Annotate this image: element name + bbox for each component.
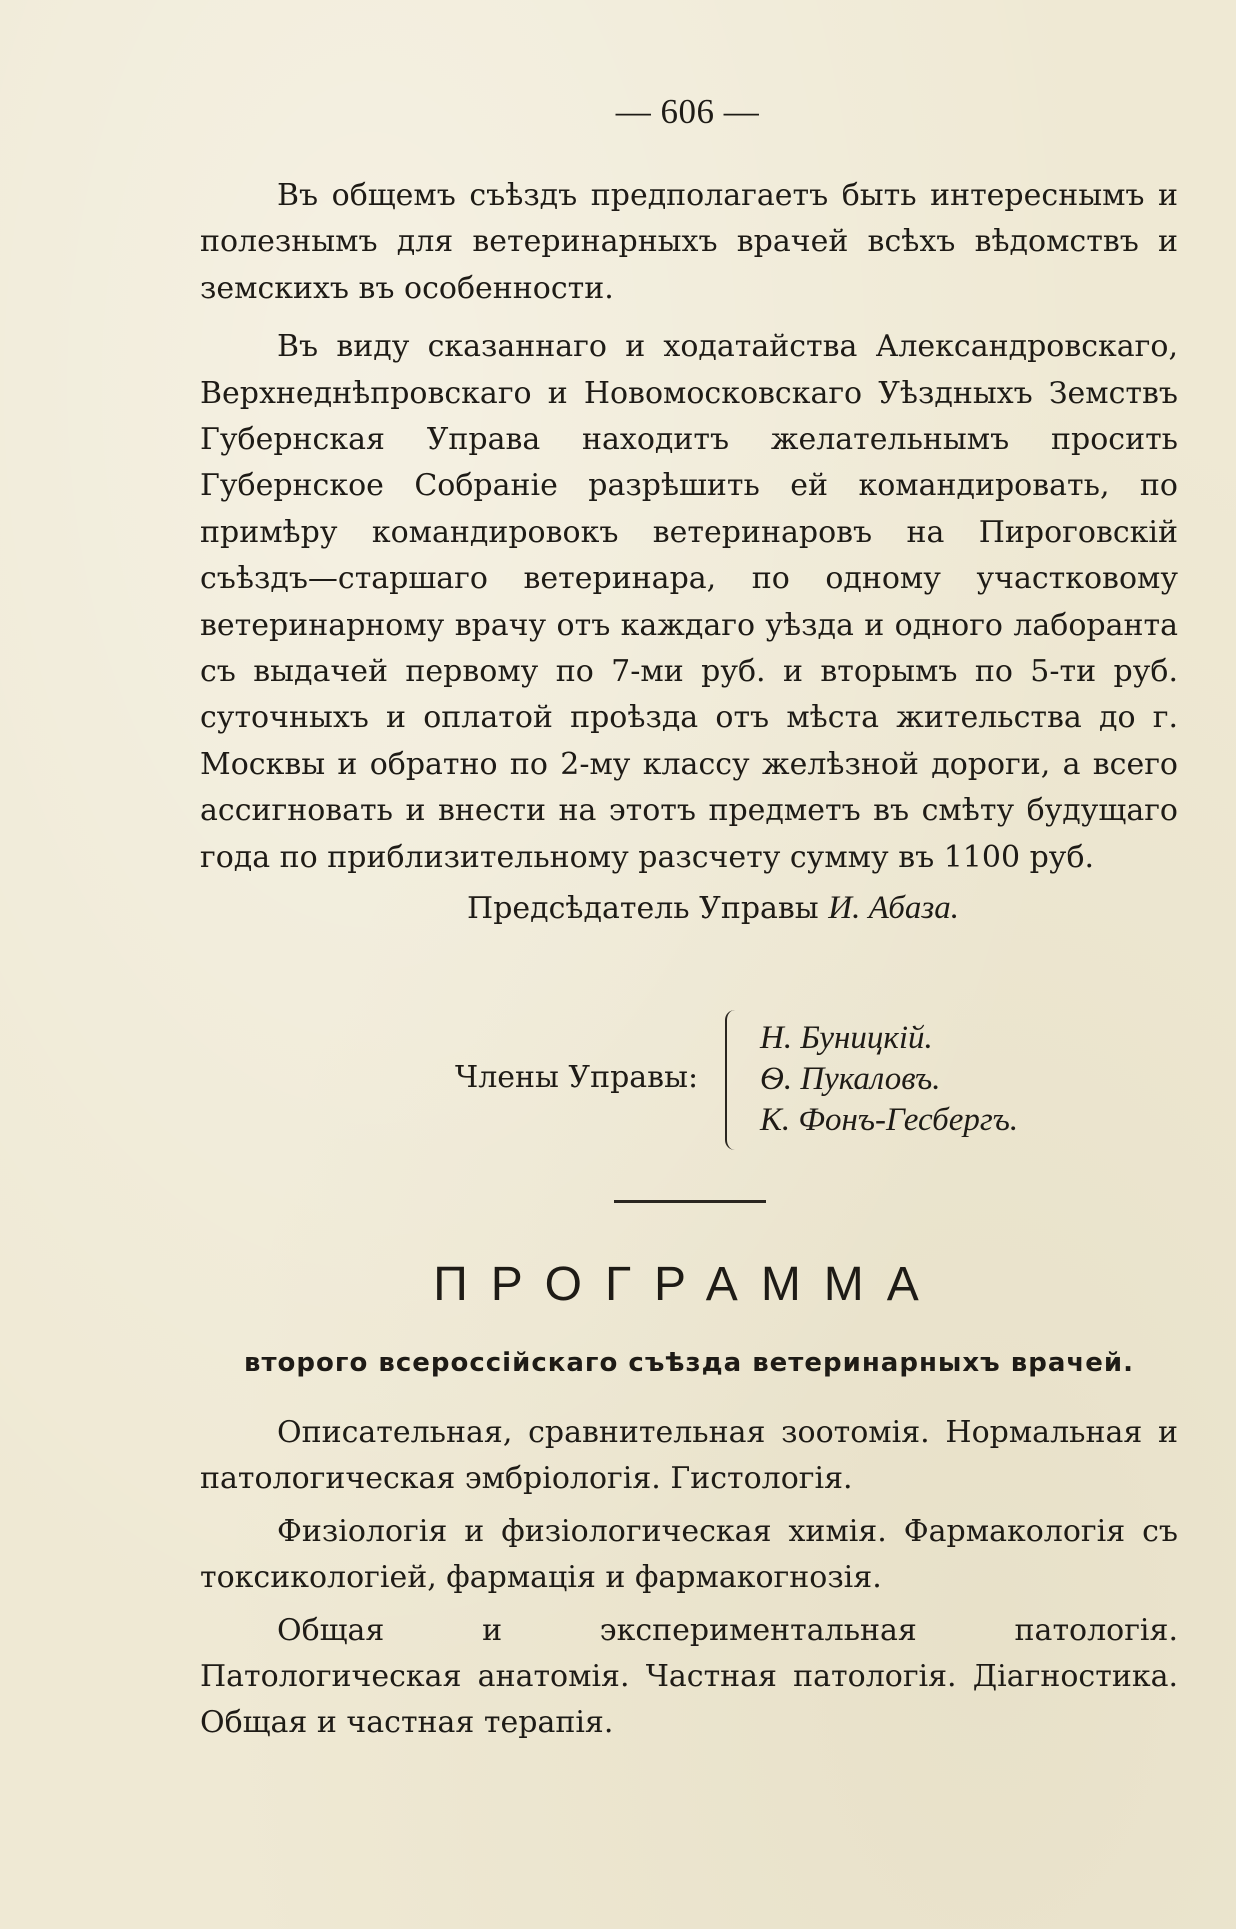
paragraph: Физіологія и физіологическая химія. Фармакологія съ токсикологіей, фармація и фармакогнозія. [200,1513,1178,1596]
section-title: ПРОГРАММА [433,1258,942,1311]
section-subtitle: второго всероссійскаго съѣзда ветеринарныхъ врачей. [244,1348,1134,1378]
paragraph: Общая и экспериментальная патологія. Патологическая анатомія. Частная патологія. Діагностика. Общая и частная терапія. [200,1612,1178,1741]
member-name: Ѳ. Пукаловъ. [760,1061,941,1097]
signature-name: И. Абаза. [828,890,959,926]
paragraph: Въ общемъ съѣздъ предполагаетъ быть интереснымъ и полезнымъ для ветеринарныхъ врачей всѣхъ вѣдомствъ и земскихъ въ особенности. [200,178,1178,306]
member-name: К. Фонъ-Гесбергъ. [760,1102,1019,1138]
paragraph: Описательная, сравнительная зоотомія. Нормальная и патологическая эмбріологія. Гистологія. [200,1415,1178,1497]
member-name: Н. Буницкій. [760,1020,933,1056]
paragraph: Въ виду сказаннаго и ходатайства Александровскаго, Верхнеднѣпровскаго и Новомосковскаго Уѣздныхъ Земствъ Губернская Управа находитъ желательнымъ просить Губернское Собраніе разрѣшить ей командировать, по примѣру командировокъ ветеринаровъ на Пироговскій съѣздъ—старшаго ветеринара, по одному участковому ветеринарному врачу отъ каждаго уѣзда и одного лаборанта съ выдачей первому по 7-ми руб. и вторымъ по 5-ти руб. суточныхъ и оплатой проѣзда отъ мѣста жительства до г. Москвы и обратно по 2-му классу желѣзной дороги, а всего ассигновать и внести на этотъ предметъ въ смѣту будущаго года по приблизительному разсчету сумму въ 1100 руб. [200,329,1178,875]
curly-brace-icon [725,1010,745,1150]
members-label: Члены Управы: [455,1060,699,1095]
board-members [455,1010,1055,1150]
signature-label: Предсѣдатель Управы [467,891,819,926]
body-top [200,173,1178,881]
program-body [200,1410,1178,1747]
page-number: — 606 — [615,92,760,131]
chairman-signature [0,885,1236,932]
section-divider [614,1200,766,1203]
members-list [760,1018,1018,1141]
